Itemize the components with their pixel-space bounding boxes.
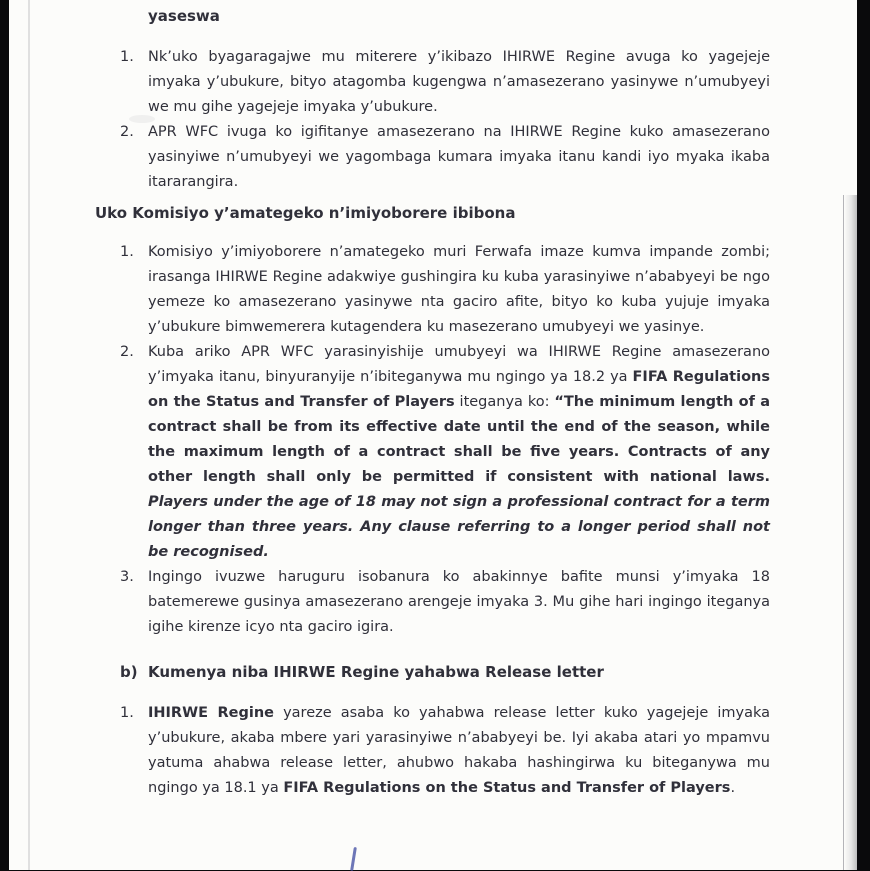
list-item-k2 — [95, 340, 770, 565]
item-number: 3. — [120, 569, 134, 585]
item-number: 1. — [120, 705, 134, 721]
list-komisiyo — [95, 240, 770, 640]
text-segment: . — [730, 780, 736, 796]
page-edge-shadow — [843, 195, 857, 870]
list-item-a2 — [95, 120, 770, 195]
item-text — [148, 705, 770, 796]
text-segment: APR WFC ivuga ko igifitanye amasezerano na IHIRWE Regine kuko amasezerano yasinyiwe n’umubyeyi we yagombaga kumara imyaka itanu kandi iyo myaka ikaba itararangira. — [148, 124, 770, 190]
item-text — [148, 124, 770, 190]
text-segment: “The minimum length of a contract shall be from its effective date until the end of the season, while the maximum length of a contract shall be five years. Contracts of any other length shall only be permitted if consistent with national laws. — [148, 394, 770, 485]
text-segment: IHIRWE Regine — [148, 705, 275, 721]
text-segment: Komisiyo y’imiyoborere n’amategeko muri Ferwafa imaze kumva impande zombi; irasanga IHIRWE Regine adakwiye gushingira ku kuba yarasinyiwe n’ababyeyi be ngo yemeze ko amasezerano yasinywe nta gaciro afite, bityo ko kuba yujuje imyaka y’ubukure bimwemerera kutagendera ku masezerano umubyeyi we yasinye. — [148, 244, 770, 335]
pen-mark-annotation — [350, 847, 357, 871]
scan-smudge — [129, 115, 155, 123]
item-text — [148, 49, 770, 115]
list-item-k3 — [95, 565, 770, 640]
heading-a-fragment: yaseswa — [148, 7, 220, 25]
text-segment: Kuba ariko APR WFC yarasinyishije umubyeyi wa IHIRWE Regine amasezerano y’imyaka itanu, binyuranyije n’ibiteganywa mu ngingo ya 18.2 ya — [148, 344, 770, 385]
section-b-prefix: b) — [120, 663, 138, 681]
text-segment: Players under the age of 18 may not sign a professional contract for a term longer than three years. Any clause referring to a longer period shall not be recognised. — [148, 494, 770, 560]
section-heading-b — [95, 660, 770, 685]
text-segment: Ingingo ivuzwe haruguru isobanura ko abakinnye bafite munsi y’imyaka 18 batemerewe gusinya amasezerano arengeje imyaka 3. Mu gihe hari ingingo iteganya igihe kirenze icyo nta gaciro igira. — [148, 569, 770, 635]
list-item-b1 — [95, 701, 770, 801]
list-b — [95, 701, 770, 801]
item-text — [148, 244, 770, 335]
text-segment: Nk’uko byagaragajwe mu miterere y’ikibazo IHIRWE Regine avuga ko yagejeje imyaka y’ubukure, bityo atagomba kugengwa n’amasezerano yasinywe n’umubyeyi we mu gihe yagejeje imyaka y’ubukure. — [148, 49, 770, 115]
section-b-title: Kumenya niba IHIRWE Regine yahabwa Release letter — [148, 663, 604, 681]
list-item-a1 — [95, 45, 770, 120]
text-segment: FIFA Regulations on the Status and Transfer of Players — [148, 369, 770, 410]
text-segment: iteganya ko: — [454, 394, 555, 410]
text-segment: FIFA Regulations on the Status and Transfer of Players — [283, 780, 731, 796]
item-number: 1. — [120, 244, 134, 260]
list-a — [95, 45, 770, 195]
section-heading-komisiyo: Uko Komisiyo y’amategeko n’imiyoborere ibibona — [95, 204, 516, 222]
document-page — [9, 0, 857, 870]
item-number: 2. — [120, 344, 134, 360]
item-text — [148, 344, 770, 560]
text-segment: yareze asaba ko yahabwa release letter kuko yagejeje imyaka y’ubukure, akaba mbere yari yarasinyiwe n’ababyeyi be. Iyi akaba atari yo mpamvu yatuma ahabwa release letter, ahubwo hakaba hashingirwa ku biteganywa mu ngingo ya 18.1 ya — [148, 705, 771, 796]
item-text — [148, 569, 770, 635]
list-item-k1 — [95, 240, 770, 340]
item-number: 1. — [120, 49, 134, 65]
item-number: 2. — [120, 124, 134, 140]
